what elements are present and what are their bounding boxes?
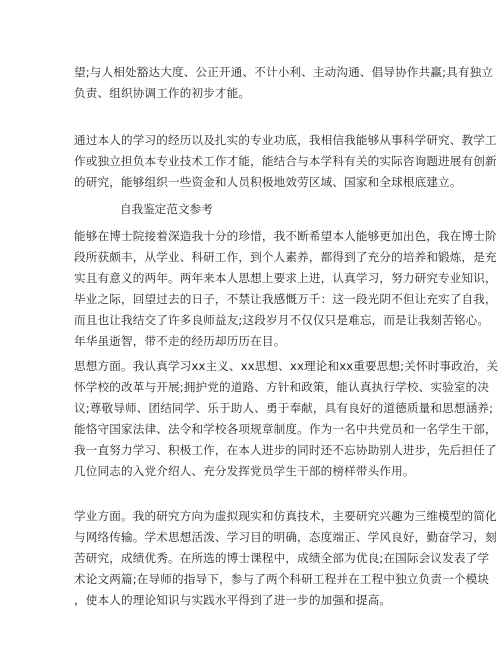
text-line: 段所获颇丰，从学业、科研工作，到个人素养，都得到了充分的培养和锻炼，是充: [74, 250, 497, 264]
text-line: 负责、组织协调工作的初步才能。: [74, 86, 251, 100]
text-line: 的研究，能够组织一些资金和人员积极地效劳区域、国家和全球根底建立。: [74, 175, 462, 189]
text-line: 我一直努力学习、积极工作，在本人进步的同时还不忘协助别人进步，先后担任了: [74, 443, 497, 457]
text-line: 能恪守国家法律、法令和学校各项规章制度。作为一名中共党员和一名学生干部，: [74, 422, 497, 436]
text-line: 作或独立担负本专业技术工作才能，能结合与本学科有关的实际咨询题进展有创新: [74, 154, 497, 168]
text-line: 望;与人相处豁达大度、公正开通、不计小利、主动沟通、倡导协作共赢;具有独立: [74, 65, 494, 79]
text-line: 思想方面。我认真学习xx主义、xx思想、xx理论和xx重要思想;关怀时事政治，关: [74, 359, 499, 373]
text-line: 实且有意义的两年。两年来本人思想上要求上进，认真学习，努力研究专业知识，: [74, 271, 497, 285]
section-heading: 自我鉴定范文参考: [120, 202, 213, 216]
paragraph-academics: [74, 506, 497, 611]
paragraph-ideology: [74, 356, 499, 482]
text-line: 术论文两篇;在导师的指导下，参与了两个科研工程并在工程中独立负责一个模块: [74, 572, 490, 586]
text-line: 能够在博士院接着深造我十分的珍惜，我不断希望本人能够更加出色，我在博士阶: [74, 229, 497, 243]
text-line: 几位同志的入党介绍人、充分发挥党员学生干部的榜样带头作用。: [74, 464, 415, 478]
text-line: 通过本人的学习的经历以及扎实的专业功底，我相信我能够从事科学研究、教学工: [74, 133, 497, 147]
text-line: ，使本人的理论知识与实践水平得到了进一步的加强和提高。: [74, 593, 392, 607]
paragraph-summary: [74, 130, 497, 193]
text-line: 学业方面。我的研究方向为虚拟现实和仿真技术，主要研究兴趣为三维模型的简化: [74, 509, 497, 523]
text-line: 苦研究，成绩优秀。在所选的博士课程中，成绩全部为优良;在国际会议发表了学: [74, 551, 490, 565]
paragraph-intro: [74, 226, 497, 352]
text-line: 与网络传输。学术思想活泼、学习目的明确，态度端正、学风良好，勤奋学习，刻: [74, 530, 497, 544]
text-line: 年华虽逝智，带不走的经历却历历在目。: [74, 334, 286, 348]
text-line: 议;尊敬导师、团结同学、乐于助人、勇于奉献，具有良好的道德质量和思想涵养;: [74, 401, 494, 415]
text-line: 怀学校的改革与开展;拥护党的道路、方针和政策，能认真执行学校、实验室的决: [74, 380, 490, 394]
text-line: 毕业之际，回望过去的日子，不禁让我感慨万千：这一段光阴不但让充实了自我，: [74, 292, 497, 306]
text-line: 而且也让我结交了许多良师益友;这段岁月不仅仅只是难忘，而是让我刻苦铭心。: [74, 313, 490, 327]
paragraph-abilities: [74, 62, 494, 104]
